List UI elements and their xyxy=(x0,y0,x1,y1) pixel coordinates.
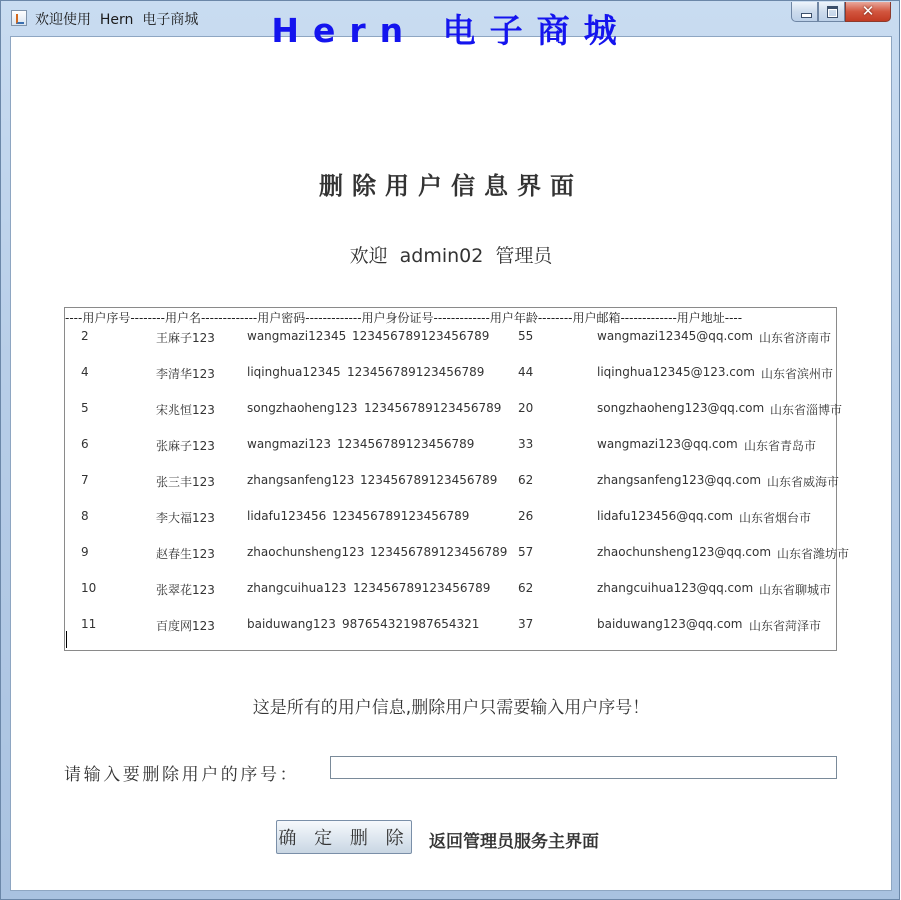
cell-password: liqinghua12345 xyxy=(247,365,341,379)
cell-name: 赵春生123 xyxy=(156,547,215,561)
cell-age: 26 xyxy=(518,509,534,523)
table-header: ----用户序号--------用户名-------------用户密码-------------用户身份证号-------------用户年龄--------用户邮箱-------------用户地址---- xyxy=(65,311,743,325)
cell-email: wangmazi12345@qq.com xyxy=(597,329,753,343)
cell-name: 张三丰123 xyxy=(156,475,215,489)
cell-password: zhaochunsheng123 xyxy=(247,545,365,559)
confirm-delete-button[interactable]: 确 定 删 除 xyxy=(276,820,412,854)
cell-password: lidafu123456 xyxy=(247,509,327,523)
cell-age: 57 xyxy=(518,545,534,559)
cell-name: 李大福123 xyxy=(156,511,215,525)
cell-id: 4 xyxy=(81,365,89,379)
page-title: 删除用户信息界面 xyxy=(319,172,583,200)
text-caret xyxy=(66,631,67,648)
cell-name: 张麻子123 xyxy=(156,439,215,453)
cell-name: 王麻子123 xyxy=(156,331,215,345)
cell-idcard: 123456789123456789 xyxy=(337,437,475,451)
cell-idcard: 123456789123456789 xyxy=(370,545,508,559)
cell-address: 山东省淄博市 xyxy=(770,403,843,417)
cell-address: 山东省菏泽市 xyxy=(749,619,822,633)
info-message: 这是所有的用户信息,删除用户只需要输入用户序号！ xyxy=(252,698,650,718)
cell-address: 山东省聊城市 xyxy=(759,583,832,597)
cell-address: 山东省潍坊市 xyxy=(777,547,850,561)
cell-email: baiduwang123@qq.com xyxy=(597,617,743,631)
cell-name: 百度网123 xyxy=(156,619,215,633)
close-icon: ✕ xyxy=(861,2,875,20)
delete-id-input[interactable] xyxy=(330,756,837,779)
cell-address: 山东省烟台市 xyxy=(739,511,812,525)
cell-age: 44 xyxy=(518,365,534,379)
cell-id: 10 xyxy=(81,581,97,595)
cell-idcard: 123456789123456789 xyxy=(360,473,498,487)
cell-email: liqinghua12345@123.com xyxy=(597,365,755,379)
cell-password: baiduwang123 xyxy=(247,617,336,631)
cell-address: 山东省青岛市 xyxy=(744,439,817,453)
user-info-textarea[interactable] xyxy=(64,307,850,651)
cell-password: wangmazi123 xyxy=(247,437,331,451)
cell-id: 6 xyxy=(81,437,89,451)
cell-name: 宋兆恒123 xyxy=(156,403,215,417)
cell-password: songzhaoheng123 xyxy=(247,401,358,415)
cell-password: wangmazi12345 xyxy=(247,329,347,343)
cell-idcard: 123456789123456789 xyxy=(364,401,502,415)
cell-email: zhaochunsheng123@qq.com xyxy=(597,545,772,559)
cell-email: zhangsanfeng123@qq.com xyxy=(597,473,762,487)
cell-address: 山东省济南市 xyxy=(759,331,832,345)
cell-age: 62 xyxy=(518,473,534,487)
cell-id: 2 xyxy=(81,329,89,343)
cell-age: 33 xyxy=(518,437,534,451)
cell-address: 山东省滨州市 xyxy=(761,367,834,381)
cell-password: zhangsanfeng123 xyxy=(247,473,355,487)
cell-id: 9 xyxy=(81,545,89,559)
cell-idcard: 123456789123456789 xyxy=(332,509,470,523)
cell-password: zhangcuihua123 xyxy=(247,581,347,595)
cell-id: 5 xyxy=(81,401,89,415)
return-admin-link[interactable]: 返回管理员服务主界面 xyxy=(429,832,599,852)
cell-email: wangmazi123@qq.com xyxy=(597,437,738,451)
cell-id: 11 xyxy=(81,617,97,631)
cell-age: 55 xyxy=(518,329,534,343)
cell-id: 7 xyxy=(81,473,89,487)
welcome-message: 欢迎 admin02 管理员 xyxy=(349,245,553,267)
cell-email: zhangcuihua123@qq.com xyxy=(597,581,754,595)
cell-idcard: 987654321987654321 xyxy=(342,617,480,631)
cell-age: 62 xyxy=(518,581,534,595)
window-title: 欢迎使用 Hern 电子商城 xyxy=(35,12,199,28)
cell-age: 20 xyxy=(518,401,534,415)
cell-idcard: 123456789123456789 xyxy=(352,329,490,343)
cell-email: songzhaoheng123@qq.com xyxy=(597,401,765,415)
cell-address: 山东省威海市 xyxy=(767,475,840,489)
cell-name: 李清华123 xyxy=(156,367,215,381)
delete-id-label: 请输入要删除用户的序号： xyxy=(64,765,300,785)
cell-age: 37 xyxy=(518,617,534,631)
cell-idcard: 123456789123456789 xyxy=(353,581,491,595)
cell-idcard: 123456789123456789 xyxy=(347,365,485,379)
cell-name: 张翠花123 xyxy=(156,583,215,597)
cell-email: lidafu123456@qq.com xyxy=(597,509,733,523)
brand-title: Hern 电子商城 xyxy=(271,11,631,50)
cell-id: 8 xyxy=(81,509,89,523)
